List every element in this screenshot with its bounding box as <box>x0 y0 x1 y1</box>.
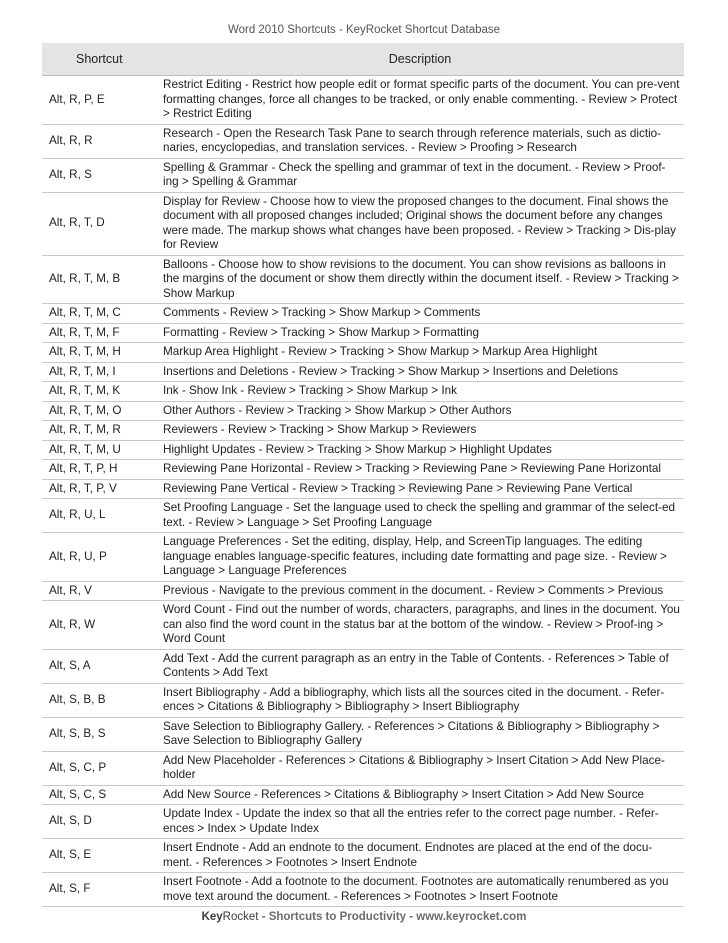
description-cell: Add New Source - References > Citations & Bibliography > Insert Citation > Add New Source <box>156 785 684 805</box>
description-cell: Word Count - Find out the number of words, characters, paragraphs, and lines in the document. You can also find the word count in the status bar at the bottom of the window. - Review > Proof-ing > Word Count <box>156 601 684 650</box>
description-cell: Ink - Show Ink - Review > Tracking > Show Markup > Ink <box>156 382 684 402</box>
shortcut-cell: Alt, S, A <box>42 649 156 683</box>
description-cell: Markup Area Highlight - Review > Tracking > Show Markup > Markup Area Highlight <box>156 343 684 363</box>
table-row <box>42 683 684 717</box>
table-row <box>42 873 684 907</box>
table-row <box>42 323 684 343</box>
shortcut-cell: Alt, S, C, S <box>42 785 156 805</box>
description-cell: Restrict Editing - Restrict how people edit or format specific parts of the document. You can pre-vent formatting changes, force all changes to be tracked, or only enable commenting. - Review > Protect > Restrict Editing <box>156 76 684 125</box>
table-row <box>42 839 684 873</box>
table-row <box>42 460 684 480</box>
shortcut-cell: Alt, R, T, M, H <box>42 343 156 363</box>
document-title: Word 2010 Shortcuts - KeyRocket Shortcut Database <box>227 24 501 36</box>
shortcut-cell: Alt, S, B, B <box>42 683 156 717</box>
shortcut-cell: Alt, R, P, E <box>42 76 156 125</box>
shortcut-cell: Alt, R, T, M, C <box>42 304 156 324</box>
table-row <box>42 805 684 839</box>
description-cell: Highlight Updates - Review > Tracking > Show Markup > Highlight Updates <box>156 440 684 460</box>
description-cell: Research - Open the Research Task Pane to search through reference materials, such as dictio-naries, encyclopedias, and translation services. - Review > Proofing > Research <box>156 124 684 158</box>
table-row <box>42 440 684 460</box>
table-row <box>42 533 684 582</box>
shortcut-cell: Alt, S, D <box>42 805 156 839</box>
shortcut-cell: Alt, S, F <box>42 873 156 907</box>
table-row <box>42 499 684 533</box>
shortcut-cell: Alt, R, T, M, F <box>42 323 156 343</box>
table-row <box>42 581 684 601</box>
description-cell: Insertions and Deletions - Review > Tracking > Show Markup > Insertions and Deletions <box>156 362 684 382</box>
footer-brand-rocket: Rocket <box>222 911 259 923</box>
column-header-description: Description <box>156 43 684 76</box>
description-cell: Set Proofing Language - Set the language used to check the spelling and grammar of the select-ed text. - Review > Language > Set Proofing Language <box>156 499 684 533</box>
footer-brand-key: Key <box>201 911 223 923</box>
description-cell: Reviewing Pane Horizontal - Review > Tracking > Reviewing Pane > Reviewing Pane Horizontal <box>156 460 684 480</box>
table-row <box>42 158 684 192</box>
shortcut-cell: Alt, R, T, M, I <box>42 362 156 382</box>
shortcut-cell: Alt, R, T, P, H <box>42 460 156 480</box>
shortcut-cell: Alt, R, T, M, B <box>42 255 156 304</box>
table-row <box>42 401 684 421</box>
description-cell: Save Selection to Bibliography Gallery. - References > Citations & Bibliography > Bibliography > Save Selection to Bibliography Gallery <box>156 717 684 751</box>
description-cell: Language Preferences - Set the editing, display, Help, and ScreenTip languages. The editing language enables language-specific features, including date formatting and page size. - Review > Language > Language Preferences <box>156 533 684 582</box>
table-row <box>42 255 684 304</box>
description-cell: Reviewers - Review > Tracking > Show Markup > Reviewers <box>156 421 684 441</box>
table-row <box>42 649 684 683</box>
table-row <box>42 124 684 158</box>
shortcut-cell: Alt, R, T, M, O <box>42 401 156 421</box>
shortcut-cell: Alt, S, B, S <box>42 717 156 751</box>
table-row <box>42 304 684 324</box>
table-row <box>42 717 684 751</box>
shortcuts-table <box>42 43 684 907</box>
description-cell: Add Text - Add the current paragraph as an entry in the Table of Contents. - References > Table of Contents > Add Text <box>156 649 684 683</box>
table-row <box>42 382 684 402</box>
shortcut-cell: Alt, R, W <box>42 601 156 650</box>
table-row <box>42 192 684 255</box>
description-cell: Balloons - Choose how to show revisions to the document. You can show revisions as balloons in the margins of the document or show them directly within the document itself. - Review > Tracking > Show Markup <box>156 255 684 304</box>
table-row <box>42 421 684 441</box>
shortcut-cell: Alt, R, R <box>42 124 156 158</box>
shortcut-cell: Alt, R, T, M, R <box>42 421 156 441</box>
table-header-row <box>42 43 684 76</box>
shortcut-cell: Alt, R, V <box>42 581 156 601</box>
description-cell: Other Authors - Review > Tracking > Show Markup > Other Authors <box>156 401 684 421</box>
shortcut-cell: Alt, R, T, M, K <box>42 382 156 402</box>
description-cell: Comments - Review > Tracking > Show Markup > Comments <box>156 304 684 324</box>
table-row <box>42 785 684 805</box>
shortcut-cell: Alt, S, E <box>42 839 156 873</box>
table-row <box>42 362 684 382</box>
footer-tagline: - Shortcuts to Productivity - www.keyrocket.com <box>258 911 527 923</box>
shortcut-cell: Alt, R, U, P <box>42 533 156 582</box>
column-header-shortcut: Shortcut <box>42 43 156 76</box>
description-cell: Insert Bibliography - Add a bibliography, which lists all the sources cited in the document. - Refer-ences > Citations & Bibliography > Bibliography > Insert Bibliography <box>156 683 684 717</box>
description-cell: Update Index - Update the index so that all the entries refer to the correct page number. - Refer-ences > Index > Update Index <box>156 805 684 839</box>
page-footer <box>0 911 728 923</box>
description-cell: Previous - Navigate to the previous comment in the document. - Review > Comments > Previous <box>156 581 684 601</box>
shortcut-cell: Alt, R, T, P, V <box>42 479 156 499</box>
shortcut-cell: Alt, R, T, M, U <box>42 440 156 460</box>
description-cell: Display for Review - Choose how to view the proposed changes to the document. Final shows the document with all proposed changes included; Original shows the document before any changes were made. The markup shows what changes have been proposed. - Review > Tracking > Dis-play for Review <box>156 192 684 255</box>
shortcut-cell: Alt, R, T, D <box>42 192 156 255</box>
description-cell: Insert Footnote - Add a footnote to the document. Footnotes are automatically renumbered as you move text around the document. - References > Footnotes > Insert Footnote <box>156 873 684 907</box>
shortcut-cell: Alt, R, U, L <box>42 499 156 533</box>
description-cell: Insert Endnote - Add an endnote to the document. Endnotes are placed at the end of the docu-ment. - References > Footnotes > Insert Endnote <box>156 839 684 873</box>
table-row <box>42 76 684 125</box>
description-cell: Formatting - Review > Tracking > Show Markup > Formatting <box>156 323 684 343</box>
table-row <box>42 343 684 363</box>
shortcut-cell: Alt, R, S <box>42 158 156 192</box>
description-cell: Reviewing Pane Vertical - Review > Tracking > Reviewing Pane > Reviewing Pane Vertical <box>156 479 684 499</box>
table-row <box>42 479 684 499</box>
shortcut-cell: Alt, S, C, P <box>42 751 156 785</box>
description-cell: Add New Placeholder - References > Citations & Bibliography > Insert Citation > Add New Place-holder <box>156 751 684 785</box>
description-cell: Spelling & Grammar - Check the spelling and grammar of text in the document. - Review > Proof-ing > Spelling & Grammar <box>156 158 684 192</box>
table-row <box>42 751 684 785</box>
table-row <box>42 601 684 650</box>
